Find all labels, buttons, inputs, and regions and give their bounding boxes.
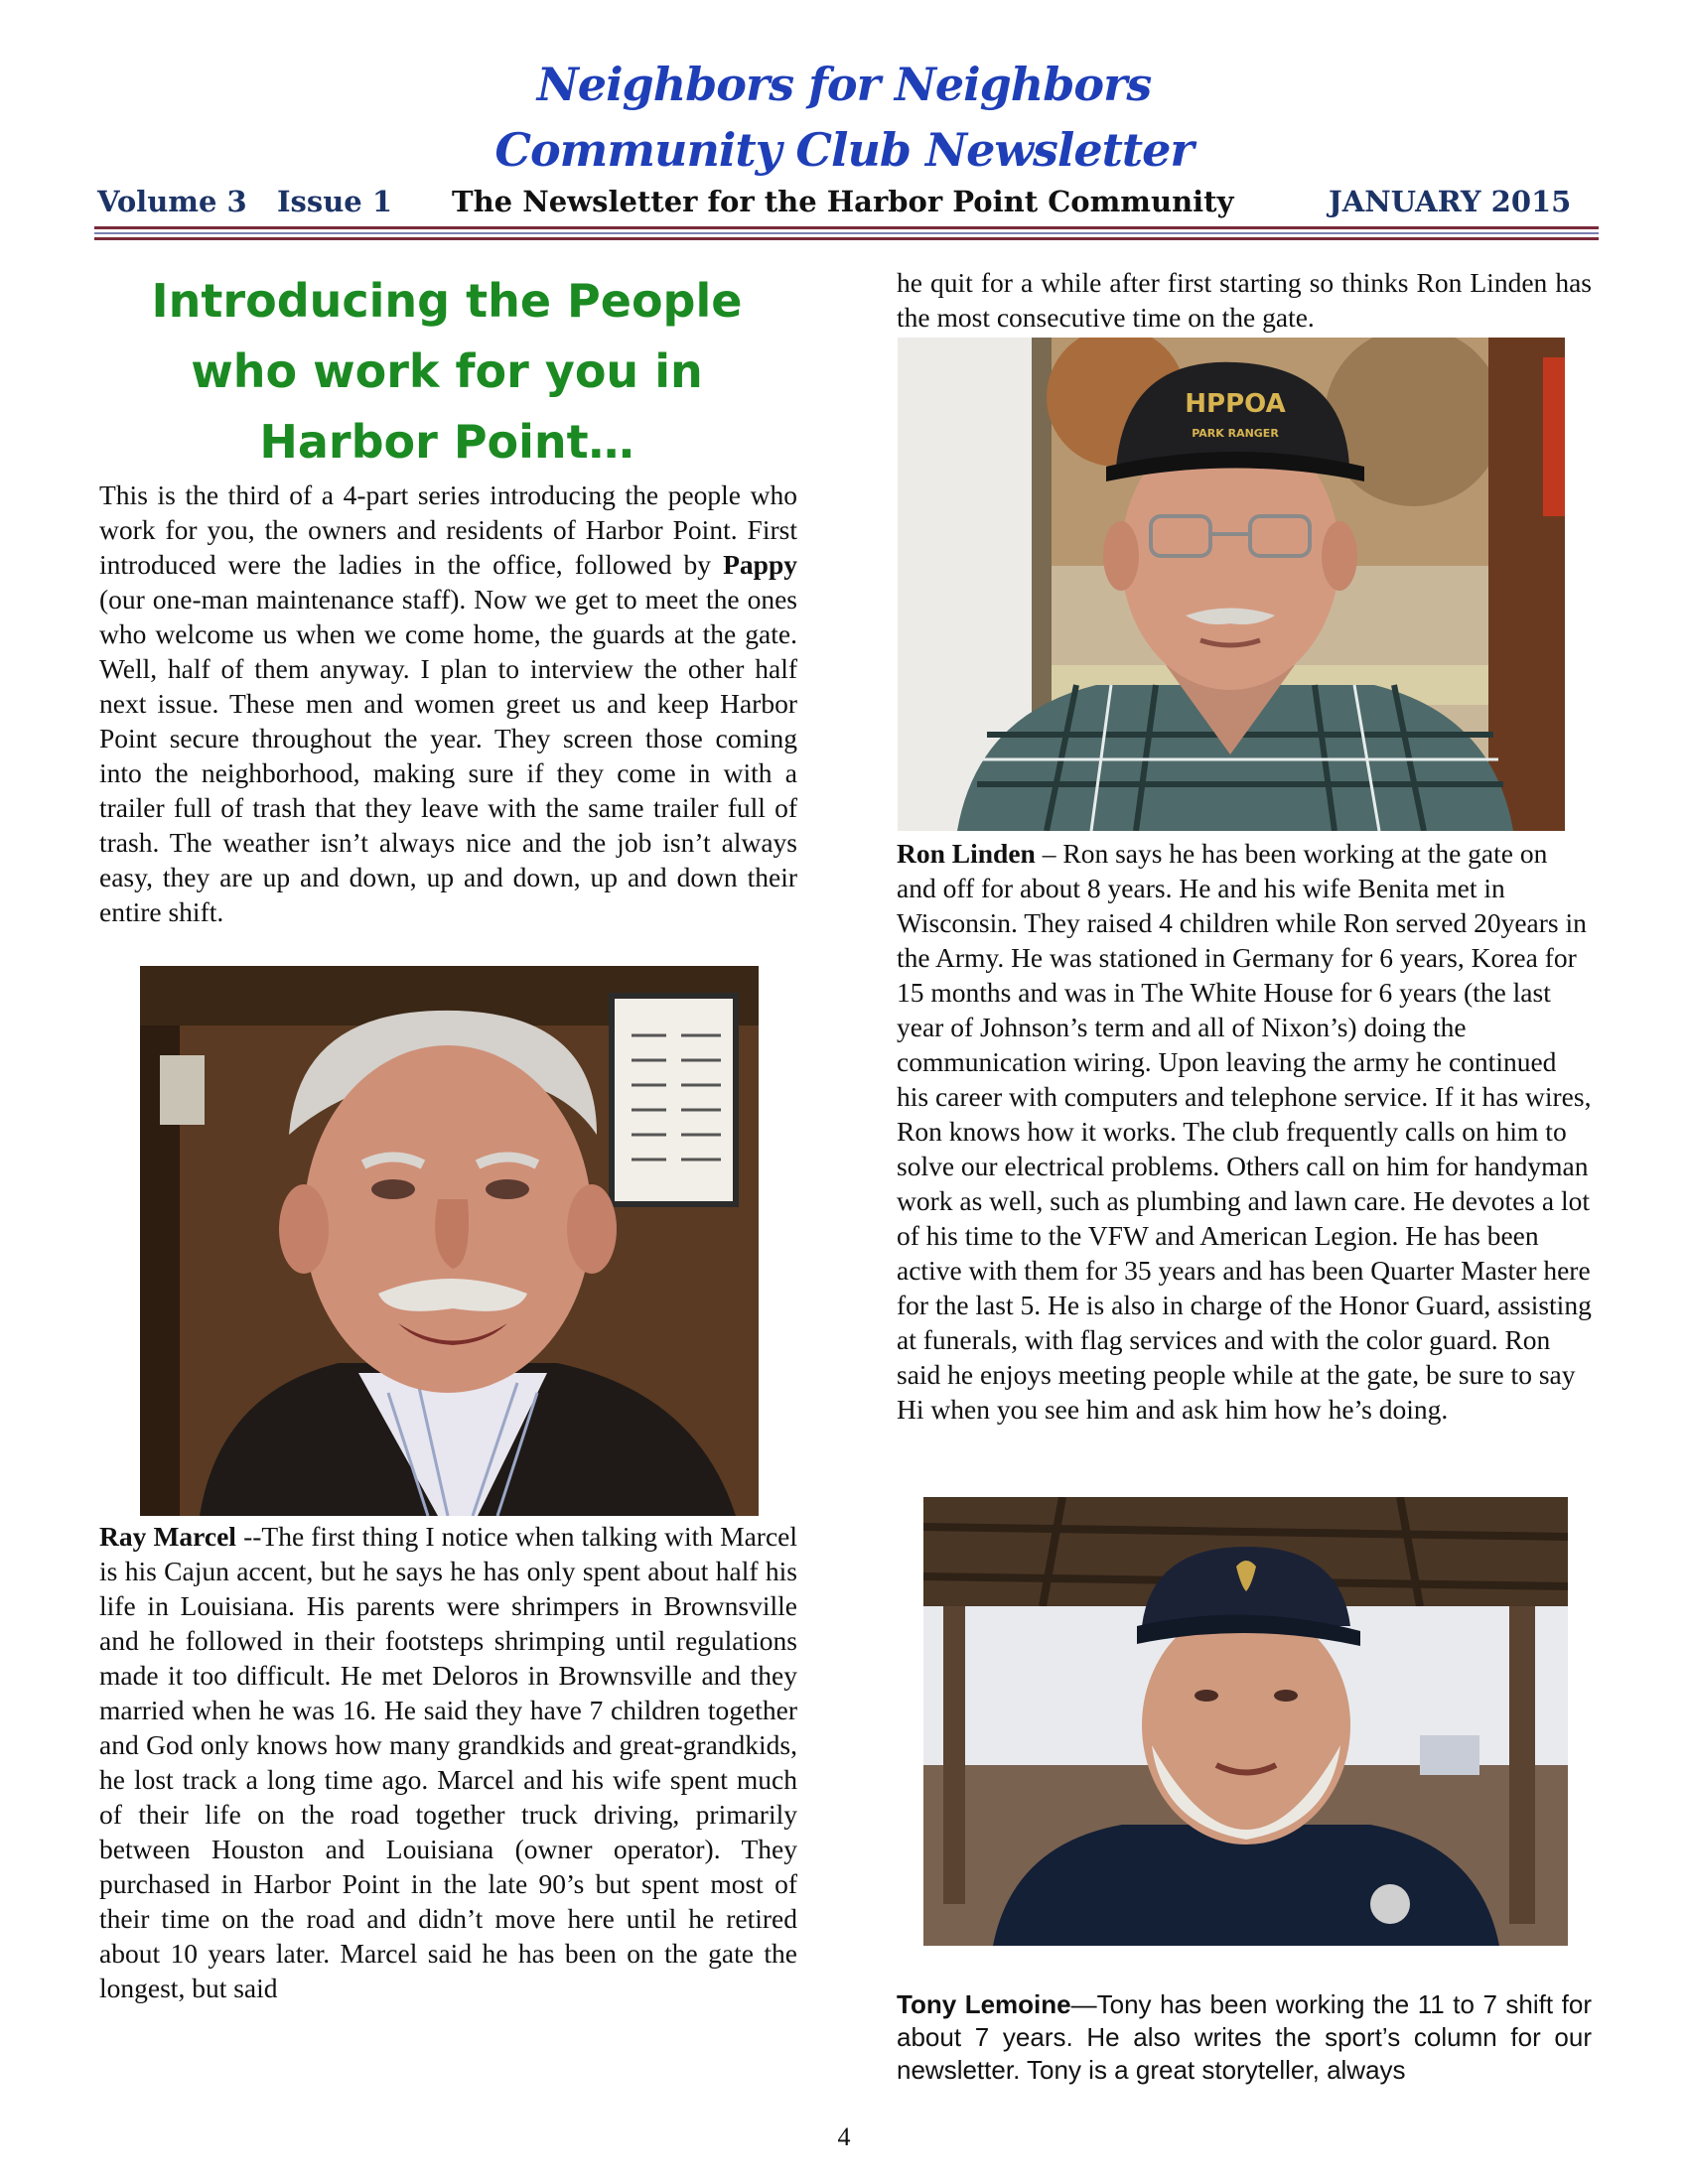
hat-text: HPPOA — [1185, 389, 1286, 419]
heading-line-3: Harbor Point… — [259, 415, 634, 469]
ray-marcel-photo — [140, 966, 759, 1516]
tagline: The Newsletter for the Harbor Point Community — [452, 185, 1234, 218]
header-rule-bottom — [94, 237, 1599, 240]
page-number: 4 — [837, 2122, 851, 2151]
intro-text-a: This is the third of a 4-part series introducing the people who work for you, the owners and residents of Harbor Point. First introduced were the ladies in the office, followed by — [99, 479, 797, 580]
newsletter-title-line2: Community Club Newsletter — [494, 123, 1194, 177]
volume-issue: Volume 3 Issue 1 — [97, 185, 393, 218]
tony-lemoine-name: Tony Lemoine — [897, 1989, 1071, 2019]
ray-marcel-text: --The first thing I notice when talking with Marcel is his Cajun accent, but he says he has only spent about half his life in Louisiana. His parents were shrimpers in Brownsville and he followed in their footsteps shrimping until regulations made it too difficult. He met Deloros in Brownsville and they married when he was 16. He said they have 7 children together and God only knows how many grandkids and great-grandkids, he lost track a long time ago. Marcel and his wife spent much of their life on the road together truck driving, primarily between Houston and Louisiana (owner operator). They purchased in Harbor Point in the late 90’s but spent most of their time on the road and didn’t move here until he retired about 10 years later. Marcel said he has been on the gate the longest, but said — [99, 1521, 797, 2003]
newsletter-title-line1: Neighbors for Neighbors — [536, 58, 1152, 111]
ron-linden-text: – Ron says he has been working at the gate on and off for about 8 years. He and his wife Benita met in Wisconsin. They raised 4 children while Ron served 20years in the Army. He was stationed in Germany for 6 years, Korea for 15 months and was in The White House for 6 years (the last year of Johnson’s term and all of Nixon’s) doing the communication wiring. Upon leaving the army he continued his career with computers and telephone service. If it has wires, Ron knows how it works. The club frequently calls on him to solve our electrical problems. Others call on him for handyman work as well, such as plumbing and lawn care. He devotes a lot of his time to the VFW and American Legion. He has been active with them for 35 years and has been Quarter Master here for the last 5. He is also in charge of the Honor Guard, assisting at funerals, with flag services and with the color guard. Ron said he enjoys meeting people while at the gate, be sure to say Hi when you see him and ask him how he’s doing. — [897, 838, 1592, 1425]
hat-subtext: PARK RANGER — [1192, 427, 1279, 440]
intro-paragraph — [99, 478, 797, 929]
intro-text-b: (our one-man maintenance staff). Now we get to meet the ones who welcome us when we come home, the guards at the gate. Well, half of them anyway. I plan to interview the other half next issue. These men and women greet us and keep Harbor Point secure throughout the year. They screen those coming into the neighborhood, making sure if they come in with a trailer full of trash that they leave with the same trailer full of trash. The weather isn’t always nice and the job isn’t always easy, they are up and down, up and down, up and down their entire shift. — [99, 584, 797, 927]
tony-lemoine-paragraph — [897, 1988, 1592, 2087]
header-rule-top — [94, 226, 1599, 229]
ray-marcel-continuation: he quit for a while after first starting so thinks Ron Linden has the most consecutive time on the gate. — [897, 267, 1592, 333]
ron-linden-name: Ron Linden — [897, 838, 1036, 869]
issue-date: JANUARY 2015 — [1329, 185, 1572, 218]
ron-linden-paragraph — [897, 836, 1592, 1427]
heading-line-1: Introducing the People — [151, 274, 743, 328]
masthead — [0, 52, 1688, 183]
article-heading — [94, 266, 799, 478]
ray-marcel-name: Ray Marcel — [99, 1521, 236, 1552]
tony-lemoine-text: —Tony has been working the 11 to 7 shift for about 7 years. He also writes the sport’s column for our newsletter. Tony is a great storyteller, always — [897, 1989, 1592, 2085]
ray-marcel-paragraph — [99, 1519, 797, 2005]
pappy-name: Pappy — [723, 549, 797, 580]
heading-line-2: who work for you in — [191, 344, 703, 398]
tony-lemoine-photo — [923, 1497, 1568, 1946]
header-rule-middle — [94, 232, 1599, 234]
ron-linden-photo — [898, 338, 1565, 831]
